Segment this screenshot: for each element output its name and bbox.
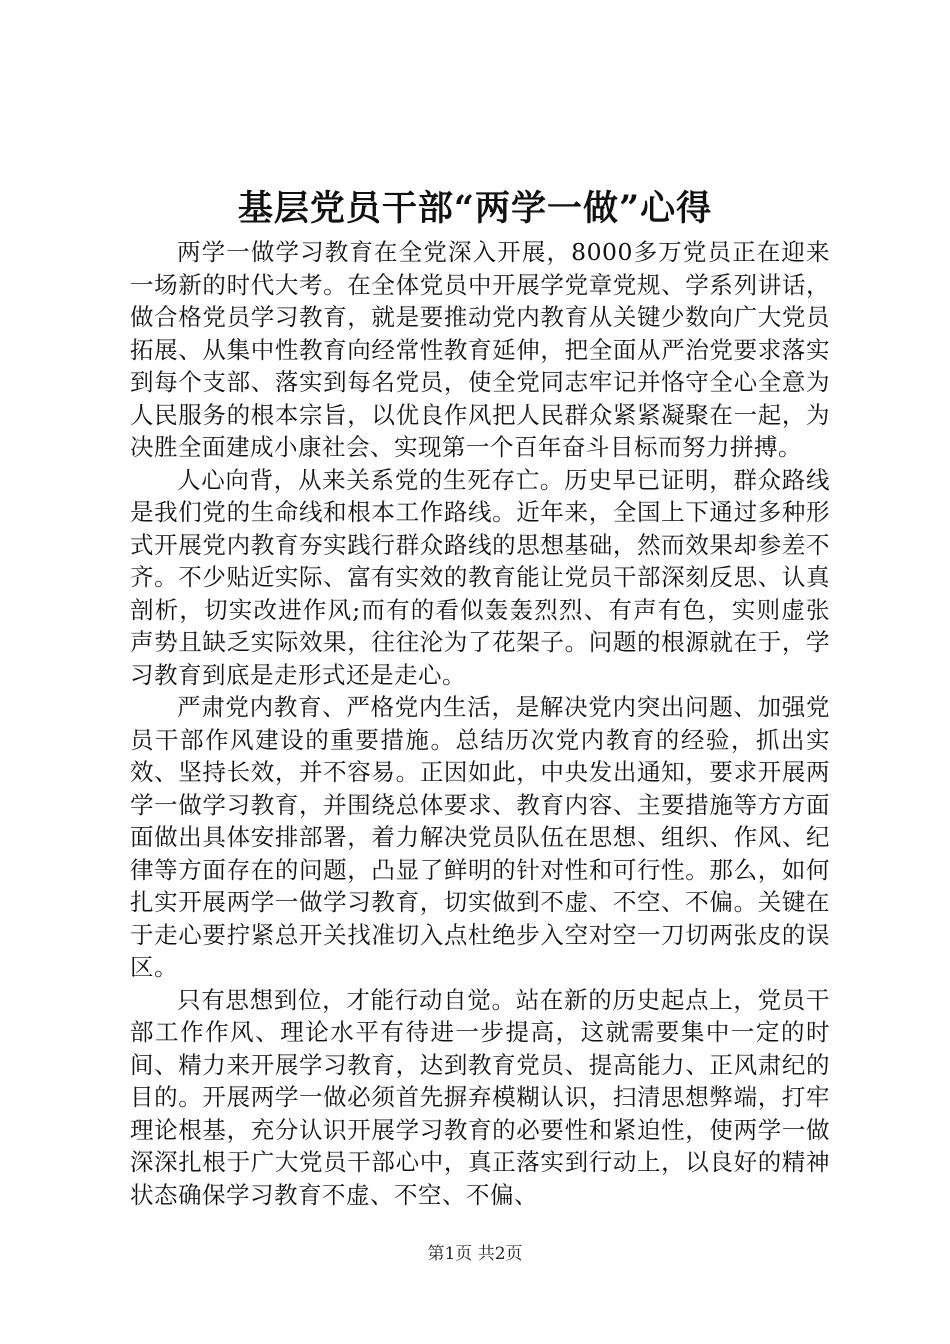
page-number-footer: 第1页 共2页 [427,1244,523,1264]
document-body [130,236,830,1211]
document-title: 基层党员干部“两学一做”心得 [237,188,713,229]
paragraph: 只有思想到位，才能行动自觉。站在新的历史起点上，党员干部工作作风、理论水平有待进一步提高，这就需要集中一定的时间、精力来开展学习教育，达到教育党员、提高能力、正风肃纪的目的。开展两学一做必须首先摒弃模糊认识，扫清思想弊端，打牢理论根基，充分认识开展学习教育的必要性和紧迫性，使两学一做深深扎根于广大党员干部心中，真正落实到行动上，以良好的精神状态确保学习教育不虚、不空、不偏、 [130,985,830,1209]
paragraph: 严肃党内教育、严格党内生活，是解决党内突出问题、加强党员干部作风建设的重要措施。总结历次党内教育的经验，抓出实效、坚持长效，并不容易。正因如此，中央发出通知，要求开展两学一做学习教育，并围绕总体要求、教育内容、主要措施等方方面面做出具体安排部署，着力解决党员队伍在思想、组织、作风、纪律等方面存在的问题，凸显了鲜明的针对性和可行性。那么，如何扎实开展两学一做学习教育，切实做到不虚、不空、不偏。关键在于走心要拧紧总开关找准切入点杜绝步入空对空一刀切两张皮的误区。 [130,693,830,981]
paragraph: 人心向背，从来关系党的生死存亡。历史早已证明，群众路线是我们党的生命线和根本工作路线。近年来，全国上下通过多种形式开展党内教育夯实践行群众路线的思想基础，然而效果却参差不齐。不少贴近实际、富有实效的教育能让党员干部深刻反思、认真剖析，切实改进作风;而有的看似轰轰烈烈、有声有色，实则虚张声势且缺乏实际效果，往往沦为了花架子。问题的根源就在于，学习教育到底是走形式还是走心。 [130,465,830,689]
paragraph: 两学一做学习教育在全党深入开展，8000多万党员正在迎来一场新的时代大考。在全体党员中开展学党章党规、学系列讲话，做合格党员学习教育，就是要推动党内教育从关键少数向广大党员拓展、从集中性教育向经常性教育延伸，把全面从严治党要求落实到每个支部、落实到每名党员，使全党同志牢记并恪守全心全意为人民服务的根本宗旨，以优良作风把人民群众紧紧凝聚在一起，为决胜全面建成小康社会、实现第一个百年奋斗目标而努力拼搏。 [130,238,830,461]
